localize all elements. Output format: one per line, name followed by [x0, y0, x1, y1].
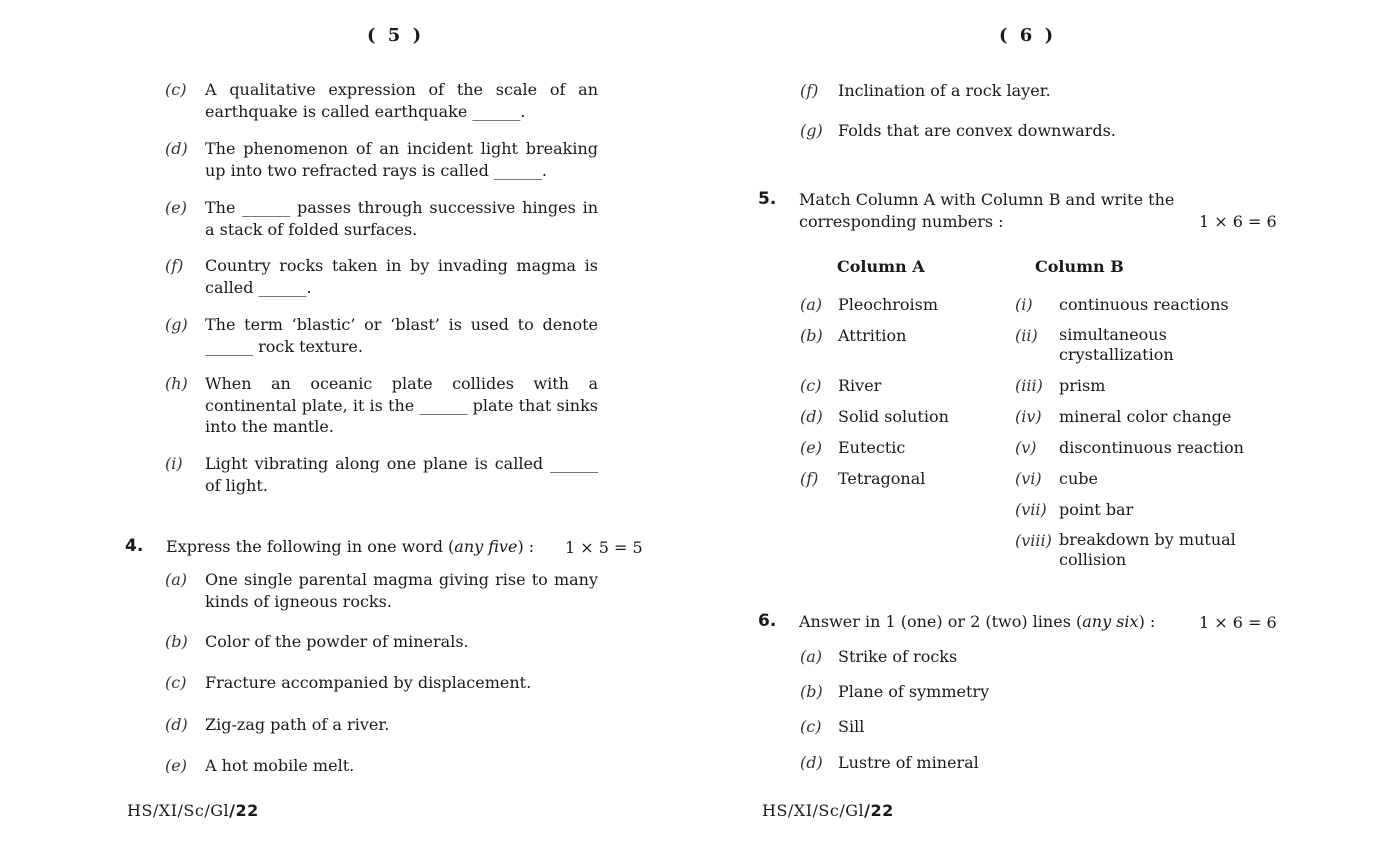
- column-a-item: Solid solution: [838, 407, 949, 426]
- q4-item-label: (c): [165, 673, 187, 692]
- column-b-item: continuous reactions: [1059, 295, 1229, 314]
- column-a-item: Pleochroism: [838, 295, 939, 314]
- q3-item-text: The phenomenon of an incident light breaking up into two refracted rays is called ______.: [205, 139, 598, 180]
- question-marks: 1 × 6 = 6: [1199, 212, 1277, 231]
- column-b-item: cube: [1059, 469, 1098, 488]
- q6-item-text: Lustre of mineral: [838, 753, 979, 772]
- q4-item-text: Inclination of a rock layer.: [838, 81, 1051, 100]
- q3-item-label: (i): [165, 454, 183, 473]
- q3-item-label: (h): [165, 374, 188, 393]
- q3-item-text: The term ‘blastic’ or ‘blast’ is used to denote ______ rock texture.: [205, 315, 598, 356]
- footer-code-left: HS/XI/Sc/Gl/22: [127, 801, 259, 820]
- column-b-item: discontinuous reaction: [1059, 438, 1244, 457]
- column-a-label: (a): [800, 295, 823, 314]
- q4-item-label: (b): [165, 632, 188, 651]
- column-b-label: (iv): [1015, 407, 1042, 426]
- column-b-label: (iii): [1015, 376, 1043, 395]
- column-a-label: (c): [800, 376, 822, 395]
- q6-item-label: (b): [800, 682, 823, 701]
- column-a-label: (d): [800, 407, 823, 426]
- q3-item-text: Country rocks taken in by invading magma is called ______.: [205, 256, 598, 297]
- column-b-item: simultaneous crystallization: [1059, 325, 1174, 364]
- column-a-item: Tetragonal: [838, 469, 926, 488]
- q3-item-label: (e): [165, 198, 187, 217]
- column-b-item: point bar: [1059, 500, 1134, 519]
- q6-item-text: Strike of rocks: [838, 647, 958, 666]
- q3-item-text: The ______ passes through successive hinges in a stack of folded surfaces.: [205, 198, 598, 239]
- q4-item-text: One single parental magma giving rise to many kinds of igneous rocks.: [205, 570, 598, 611]
- column-a-label: (f): [800, 469, 819, 488]
- q3-item-label: (g): [165, 315, 188, 334]
- q6-item-label: (a): [800, 647, 823, 666]
- page-number-right: ( 6 ): [999, 25, 1057, 46]
- column-a-item: Attrition: [838, 326, 907, 345]
- column-a-item: River: [838, 376, 882, 395]
- q6-item-text: Sill: [838, 717, 865, 736]
- question-number: 6.: [758, 611, 777, 631]
- question-text: Answer in 1 (one) or 2 (two) lines (any six) :: [799, 612, 1156, 631]
- q6-item-text: Plane of symmetry: [838, 682, 990, 701]
- column-b-label: (vii): [1015, 500, 1047, 519]
- column-b-label: (vi): [1015, 469, 1042, 488]
- footer-code-right: HS/XI/Sc/Gl/22: [762, 801, 894, 820]
- q4-item-label: (d): [165, 715, 188, 734]
- column-a-label: (e): [800, 438, 822, 457]
- q4-item-label: (g): [800, 121, 823, 140]
- question-marks: 1 × 5 = 5: [565, 538, 643, 557]
- q4-item-text: Fracture accompanied by displacement.: [205, 673, 532, 692]
- column-b-item: breakdown by mutual collision: [1059, 530, 1236, 569]
- q6-item-label: (c): [800, 717, 822, 736]
- q3-item-label: (f): [165, 256, 184, 275]
- column-b-item: mineral color change: [1059, 407, 1232, 426]
- column-b-label: (viii): [1015, 531, 1052, 550]
- question-number: 5.: [758, 189, 777, 209]
- question-marks: 1 × 6 = 6: [1199, 613, 1277, 632]
- column-b-label: (v): [1015, 438, 1037, 457]
- q3-item-label: (c): [165, 80, 187, 99]
- q4-item-text: Folds that are convex downwards.: [838, 121, 1116, 140]
- column-a-item: Eutectic: [838, 438, 906, 457]
- column-b-header: Column B: [1035, 257, 1124, 276]
- question-number: 4.: [125, 536, 144, 556]
- column-b-label: (i): [1015, 295, 1033, 314]
- q3-item-text: Light vibrating along one plane is called ______ of light.: [205, 454, 598, 495]
- q3-item-label: (d): [165, 139, 188, 158]
- q3-item-text: A qualitative expression of the scale of an earthquake is called earthquake ______.: [205, 80, 598, 121]
- column-a-header: Column A: [837, 257, 925, 276]
- column-b-label: (ii): [1015, 326, 1038, 345]
- question-text: Match Column A with Column B and write the corresponding numbers :: [799, 190, 1175, 231]
- q4-item-text: A hot mobile melt.: [205, 756, 355, 775]
- q4-item-label: (e): [165, 756, 187, 775]
- question-text: Express the following in one word (any five) :: [166, 537, 535, 556]
- column-b-item: prism: [1059, 376, 1106, 395]
- q4-item-label: (a): [165, 570, 188, 589]
- q4-item-text: Color of the powder of minerals.: [205, 632, 469, 651]
- q4-item-label: (f): [800, 81, 819, 100]
- page-number-left: ( 5 ): [367, 25, 425, 46]
- q3-item-text: When an oceanic plate collides with a continental plate, it is the ______ plate that sinks into the mantle.: [205, 374, 598, 436]
- q4-item-text: Zig-zag path of a river.: [205, 715, 390, 734]
- q6-item-label: (d): [800, 753, 823, 772]
- column-a-label: (b): [800, 326, 823, 345]
